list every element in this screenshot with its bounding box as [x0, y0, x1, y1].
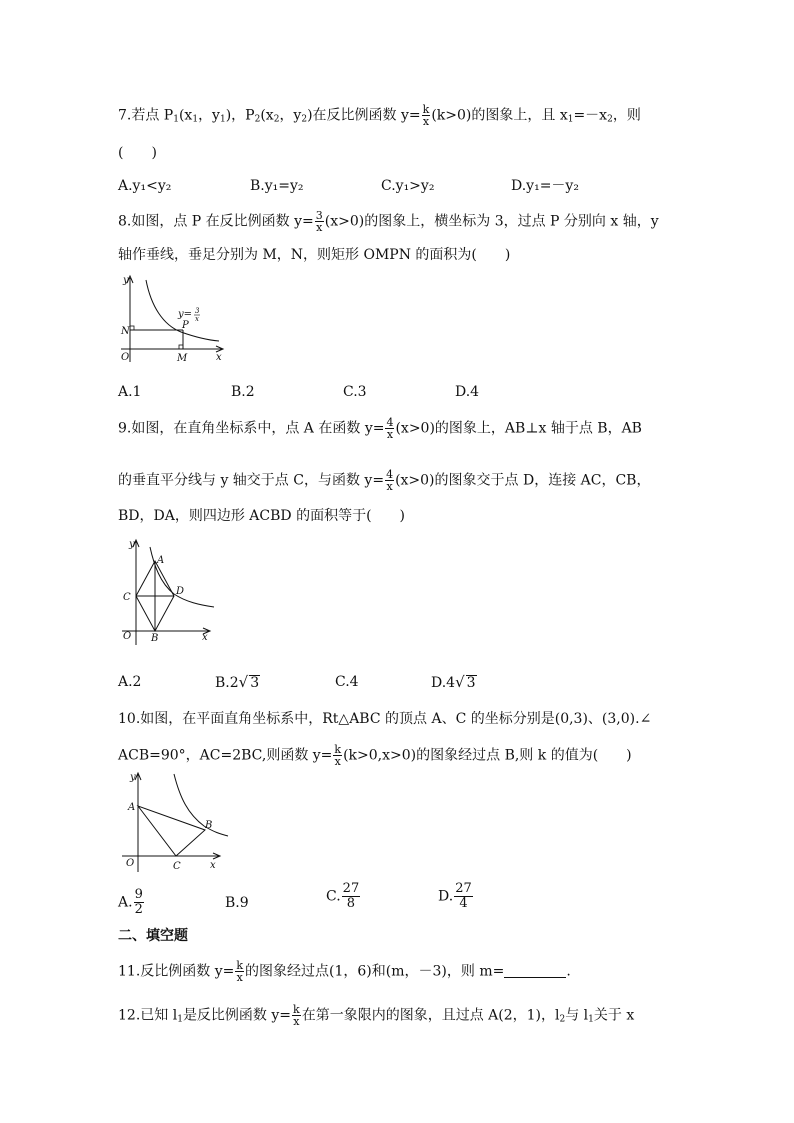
label-y: y: [129, 539, 135, 550]
q9-line2: 的垂直平分线与 y 轴交于点 C，与函数 y= $\frac{4}{x}$ (x>0)的图象交于点 D，连接 AC，CB，: [118, 468, 651, 493]
q8-option-b: B.2: [231, 384, 255, 400]
q10-fraction: $\frac{k}{x}$: [334, 743, 342, 768]
label-c: C: [173, 861, 181, 872]
q10-option-b: B.9: [225, 895, 249, 911]
q7-option-d: D.y₁=－y₂: [511, 178, 579, 194]
q8-option-d: D.4: [455, 384, 480, 400]
q8-option-c: C.3: [343, 384, 367, 400]
q7-line2: ( ): [118, 145, 157, 161]
label-b: B: [151, 633, 159, 644]
label-p: P: [182, 320, 189, 331]
label-a: A: [128, 802, 136, 813]
label-x: x: [202, 632, 208, 643]
q8-line1: 8.如图，点 P 在反比例函数 y= $\frac{3}{x}$ (x>0)的图象上，横坐标为 3，过点 P 分别向 x 轴，y: [118, 209, 659, 234]
q9-option-d: D.4√ 3: [431, 673, 476, 691]
q10-option-d: D. $\frac{27}{4}$: [438, 881, 472, 911]
label-x: x: [210, 860, 216, 871]
curve-label: y=: [178, 309, 193, 320]
label-y: y: [123, 275, 129, 286]
q12-line: 12.已知 $l_1$是反比例函数 y= $\frac{k}{x}$ 在第一象限内的图象，且过点 A(2，1)，$l_2$与 $l_1$关于 x: [118, 1003, 635, 1028]
section-heading-fill-in: 二、填空题: [118, 928, 188, 944]
label-o: O: [121, 352, 130, 363]
q10-figure: [116, 768, 231, 876]
q10-option-c: C. $\frac{27}{8}$: [326, 881, 360, 911]
q8-option-a: A.1: [118, 384, 142, 400]
q11-fraction: $\frac{k}{x}$: [236, 959, 244, 984]
q9-figure: [116, 535, 216, 647]
q10-option-a: A. $\frac{9}{2}$: [118, 887, 143, 917]
q11-line: 11.反比例函数 y= $\frac{k}{x}$ 的图象经过点(1，6)和(m，－3)，则 m= .: [118, 959, 571, 984]
svg-text:x: x: [195, 315, 199, 323]
q12-fraction: $\frac{k}{x}$: [293, 1003, 300, 1028]
svg-text:3: 3: [195, 307, 200, 315]
q10-line1: 10.如图，在平面直角坐标系中，Rt△ABC 的顶点 A、C 的坐标分别是(0,3)、(3,0).∠: [118, 711, 652, 727]
label-y: y: [130, 772, 136, 783]
q9-fraction-1: $\frac{4}{x}$: [386, 416, 394, 441]
label-d: D: [176, 586, 185, 597]
q9-option-b: B.2√ 3: [215, 673, 260, 691]
q9-option-a: A.2: [118, 674, 142, 690]
triangle-abc: [138, 806, 205, 856]
q10-line2: ACB=90°，AC=2BC,则函数 y= $\frac{k}{x}$ (k>0,x>0)的图象经过点 B,则 k 的值为( ): [118, 743, 632, 768]
q7-fraction: $\frac{k}{x}$: [422, 103, 430, 128]
label-o: O: [123, 631, 132, 642]
hyperbola-curve: [174, 774, 228, 836]
q9-line1: 9.如图，在直角坐标系中，点 A 在函数 y= $\frac{4}{x}$ (x>0)的图象上，AB⊥x 轴于点 B，AB: [118, 416, 642, 441]
q7-line1: 7.若点 $P_1(x_1$，$y_1$)，$P_2(x_2$，$y_2$)在反比例函数 y= $\frac{k}{x}$ (k>0)的图象上，且 $x_1=-x_2$，则: [118, 103, 641, 128]
q9-line3: BD，DA，则四边形 ACBD 的面积等于( ): [118, 508, 406, 524]
label-x: x: [216, 352, 222, 363]
label-m: M: [177, 353, 188, 364]
label-c: C: [123, 592, 131, 603]
q9-option-c: C.4: [335, 674, 359, 690]
q9-fraction-2: $\frac{4}{x}$: [386, 468, 394, 493]
q7-option-a: A.y₁<y₂: [118, 178, 172, 194]
label-n: N: [121, 326, 130, 337]
q7-option-c: C.y₁>y₂: [381, 178, 435, 194]
label-a: A: [157, 555, 165, 566]
q8-fraction: $\frac{3}{x}$: [315, 209, 323, 234]
q8-figure: [115, 270, 230, 370]
label-o: O: [126, 858, 135, 869]
label-b: B: [205, 820, 213, 831]
q11-answer-blank: [504, 963, 566, 978]
q8-line2: 轴作垂线，垂足分别为 M，N，则矩形 OMPN 的面积为( ): [118, 247, 511, 263]
q7-option-b: B.y₁=y₂: [250, 178, 304, 194]
